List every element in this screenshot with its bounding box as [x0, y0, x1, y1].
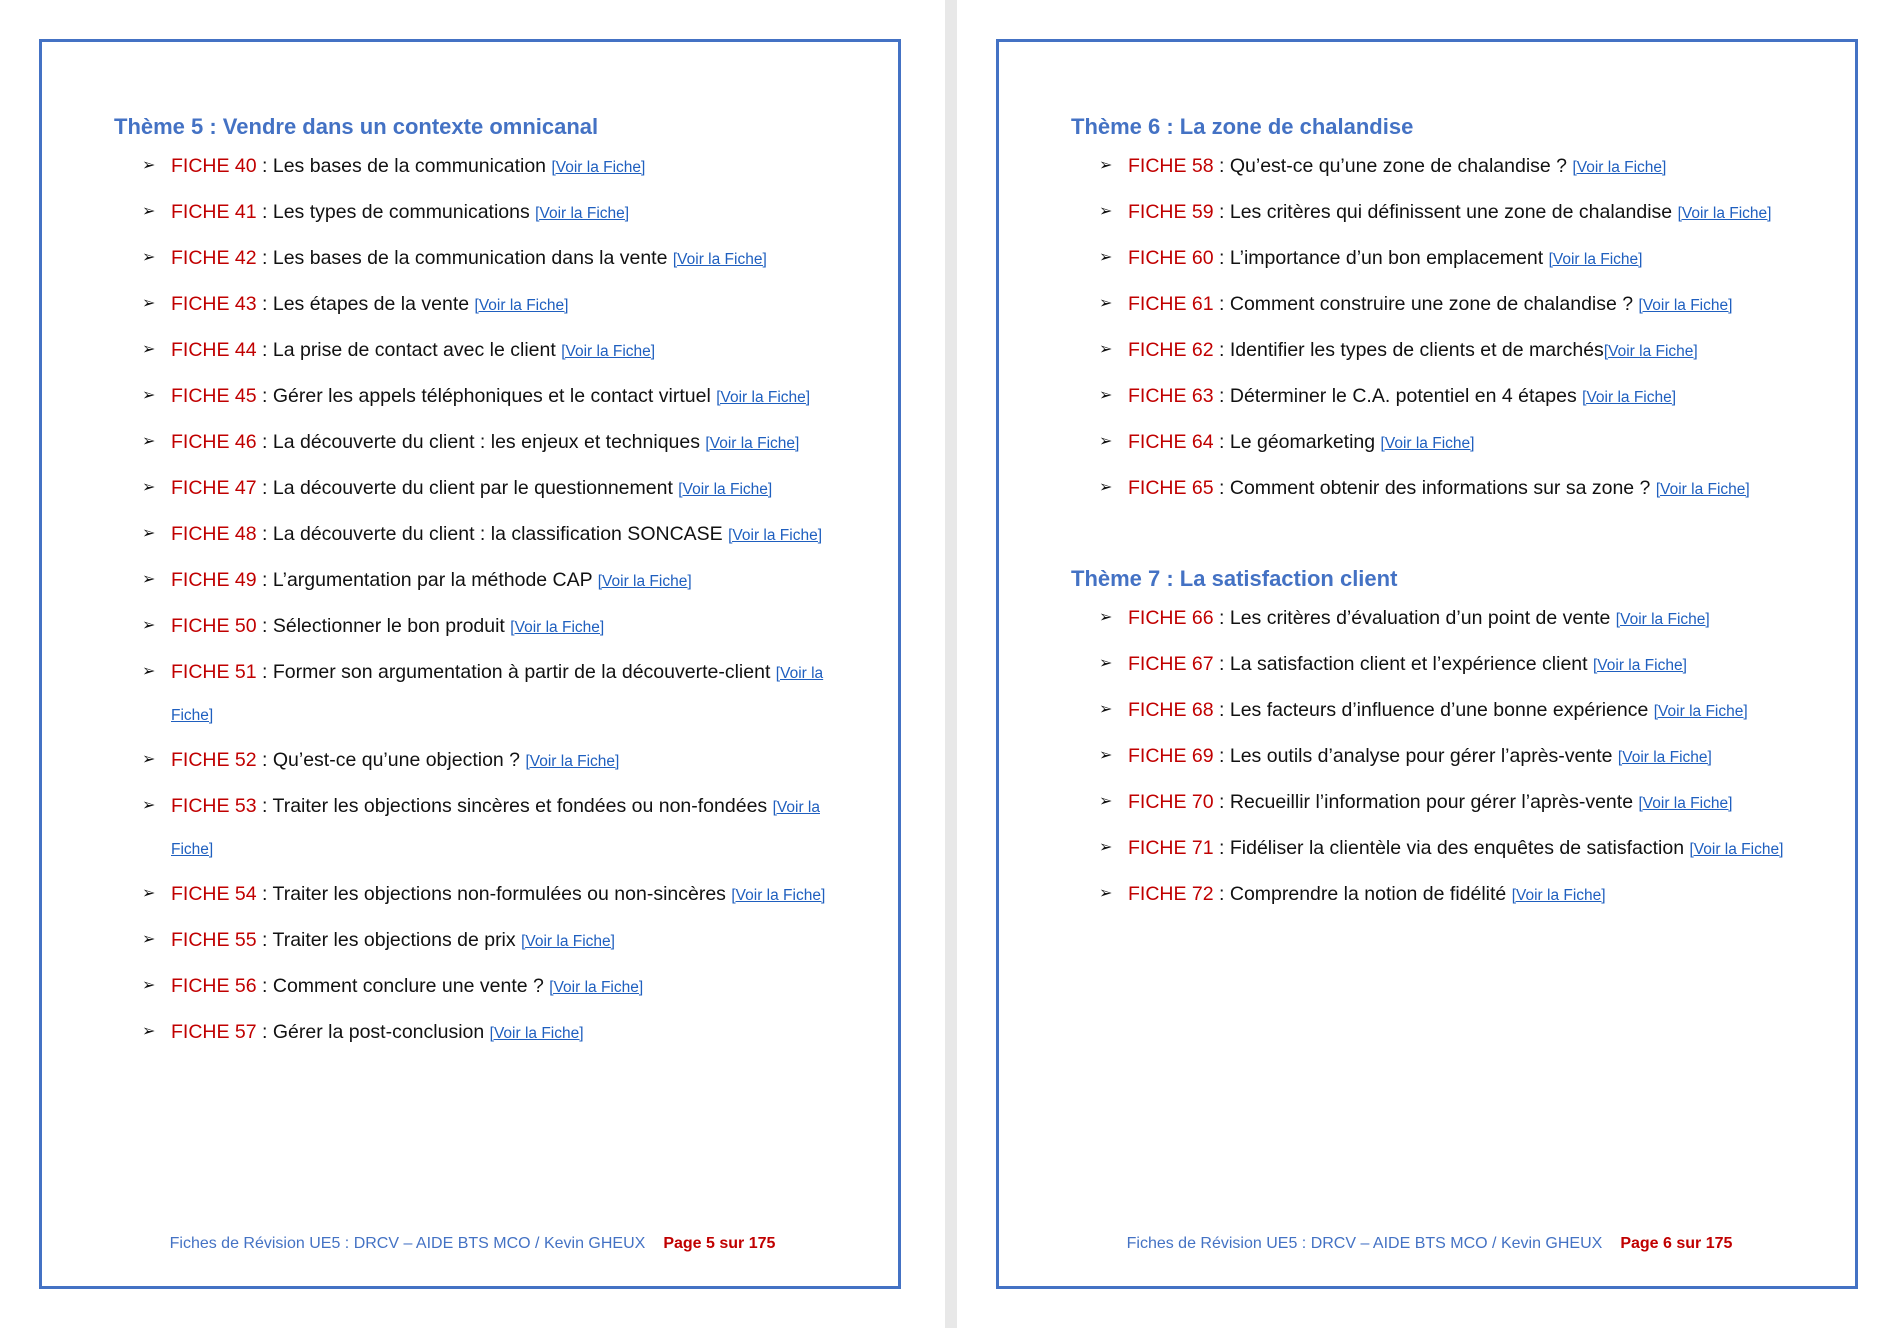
footer-text: Fiches de Révision UE5 : DRCV – AIDE BTS MCO / Kevin GHEUX — [1126, 1235, 1603, 1252]
fiche-title: : La découverte du client : la classification SONCASE — [256, 523, 729, 545]
voir-la-fiche-link[interactable]: [Voir la Fiche] — [1615, 611, 1710, 628]
fiche-title: : Les critères qui définissent une zone de chalandise — [1213, 201, 1678, 223]
voir-la-fiche-link[interactable]: [Voir la Fiche] — [551, 159, 646, 176]
arrow-bullet-icon: ➢ — [142, 617, 156, 634]
arrow-bullet-icon: ➢ — [1099, 479, 1113, 496]
fiche-number: FICHE 65 — [1128, 477, 1214, 499]
arrow-bullet-icon: ➢ — [142, 203, 156, 220]
fiche-item — [1071, 826, 1791, 872]
arrow-bullet-icon: ➢ — [1099, 341, 1113, 358]
fiche-item — [114, 328, 834, 374]
fiche-title: : La découverte du client : les enjeux et techniques — [256, 431, 706, 453]
arrow-bullet-icon: ➢ — [142, 295, 156, 312]
voir-la-fiche-link[interactable]: [Voir la Fiche] — [521, 933, 615, 950]
voir-la-fiche-link[interactable]: [Voir la Fiche] — [489, 1025, 584, 1042]
fiche-number: FICHE 49 — [171, 569, 257, 591]
theme-title: Thème 6 : La zone de chalandise — [1071, 114, 1414, 139]
fiche-title: : Qu’est-ce qu’une zone de chalandise ? — [1213, 155, 1573, 177]
arrow-bullet-icon: ➢ — [142, 885, 156, 902]
fiche-item — [114, 558, 834, 604]
arrow-bullet-icon: ➢ — [1099, 203, 1113, 220]
voir-la-fiche-link[interactable]: [Voir la Fiche] — [1655, 481, 1750, 498]
fiche-number: FICHE 69 — [1128, 745, 1214, 767]
fiche-item — [1071, 596, 1791, 642]
fiche-list — [1071, 144, 1791, 512]
arrow-bullet-icon: ➢ — [1099, 387, 1113, 404]
fiche-number: FICHE 40 — [171, 155, 257, 177]
voir-la-fiche-link[interactable]: [Voir la Fiche] — [1617, 749, 1712, 766]
arrow-bullet-icon: ➢ — [1099, 885, 1113, 902]
fiche-item — [114, 512, 834, 558]
fiche-title: : Gérer les appels téléphoniques et le contact virtuel — [256, 385, 717, 407]
fiche-title: : Former son argumentation à partir de la découverte-client — [256, 661, 776, 683]
fiche-number: FICHE 72 — [1128, 883, 1214, 905]
fiche-item — [114, 650, 834, 738]
fiche-number: FICHE 67 — [1128, 653, 1214, 675]
arrow-bullet-icon: ➢ — [1099, 157, 1113, 174]
fiche-title: : Les critères d’évaluation d’un point de vente — [1213, 607, 1616, 629]
fiche-number: FICHE 56 — [171, 975, 257, 997]
theme-title: Thème 7 : La satisfaction client — [1071, 566, 1398, 591]
voir-la-fiche-link[interactable]: [Voir la Fiche] — [1653, 703, 1748, 720]
voir-la-fiche-link[interactable]: [Voir la Fiche] — [1511, 887, 1606, 904]
voir-la-fiche-link[interactable]: [Voir la Fiche] — [1638, 297, 1733, 314]
fiche-item — [114, 1010, 834, 1056]
arrow-bullet-icon: ➢ — [1099, 655, 1113, 672]
fiche-item — [1071, 466, 1791, 512]
fiche-title: : Qu’est-ce qu’une objection ? — [256, 749, 526, 771]
voir-la-fiche-link[interactable]: [Voir la Fiche] — [705, 435, 800, 452]
arrow-bullet-icon: ➢ — [1099, 249, 1113, 266]
fiche-title: : L’argumentation par la méthode CAP — [256, 569, 598, 591]
arrow-bullet-icon: ➢ — [142, 1023, 156, 1040]
arrow-bullet-icon: ➢ — [1099, 701, 1113, 718]
fiche-number: FICHE 43 — [171, 293, 257, 315]
document-page-6 — [957, 0, 1897, 1328]
voir-la-fiche-link[interactable]: [Voir la Fiche] — [1592, 657, 1687, 674]
voir-la-fiche-link[interactable]: [Voir la Fiche] — [1380, 435, 1475, 452]
fiche-item — [114, 918, 834, 964]
fiche-item — [1071, 282, 1791, 328]
voir-la-fiche-link[interactable]: [Voir la Fiche] — [561, 343, 656, 360]
voir-la-fiche-link[interactable]: [Voir la Fiche] — [525, 753, 620, 770]
page-number: Page 6 sur 175 — [1620, 1235, 1733, 1252]
arrow-bullet-icon: ➢ — [142, 479, 156, 496]
fiche-item — [114, 420, 834, 466]
fiche-number: FICHE 41 — [171, 201, 257, 223]
fiche-title: : Identifier les types de clients et de marchés — [1213, 339, 1604, 361]
footer-text: Fiches de Révision UE5 : DRCV – AIDE BTS MCO / Kevin GHEUX — [169, 1235, 646, 1252]
fiche-title: : L’importance d’un bon emplacement — [1213, 247, 1549, 269]
arrow-bullet-icon: ➢ — [142, 249, 156, 266]
arrow-bullet-icon: ➢ — [142, 663, 156, 680]
fiche-number: FICHE 55 — [171, 929, 257, 951]
fiche-item — [114, 374, 834, 420]
fiche-number: FICHE 50 — [171, 615, 257, 637]
voir-la-fiche-link[interactable]: [Voir la Fiche] — [171, 665, 824, 724]
arrow-bullet-icon: ➢ — [142, 977, 156, 994]
voir-la-fiche-link[interactable]: [Voir la Fiche] — [716, 389, 811, 406]
fiche-item — [1071, 144, 1791, 190]
fiche-number: FICHE 70 — [1128, 791, 1214, 813]
fiche-number: FICHE 71 — [1128, 837, 1214, 859]
arrow-bullet-icon: ➢ — [142, 571, 156, 588]
fiche-number: FICHE 66 — [1128, 607, 1214, 629]
fiche-title: : Comment conclure une vente ? — [256, 975, 550, 997]
voir-la-fiche-link[interactable]: [Voir la Fiche] — [1572, 159, 1667, 176]
voir-la-fiche-link[interactable]: [Voir la Fiche] — [672, 251, 767, 268]
arrow-bullet-icon: ➢ — [142, 525, 156, 542]
fiche-title: : Comment obtenir des informations sur sa zone ? — [1213, 477, 1656, 499]
fiche-title: : Comment construire une zone de chalandise ? — [1213, 293, 1639, 315]
arrow-bullet-icon: ➢ — [1099, 609, 1113, 626]
arrow-bullet-icon: ➢ — [1099, 747, 1113, 764]
voir-la-fiche-link[interactable]: [Voir la Fiche] — [1638, 795, 1733, 812]
fiche-number: FICHE 51 — [171, 661, 257, 683]
fiche-number: FICHE 58 — [1128, 155, 1214, 177]
fiche-item — [1071, 328, 1791, 374]
voir-la-fiche-link[interactable]: [Voir la Fiche] — [535, 205, 630, 222]
fiche-number: FICHE 46 — [171, 431, 257, 453]
voir-la-fiche-link[interactable]: [Voir la Fiche] — [1548, 251, 1643, 268]
fiche-item — [1071, 190, 1791, 236]
fiche-title: : Sélectionner le bon produit — [256, 615, 511, 637]
voir-la-fiche-link[interactable]: [Voir la Fiche] — [597, 573, 692, 590]
fiche-number: FICHE 59 — [1128, 201, 1214, 223]
fiche-title: : Comprendre la notion de fidélité — [1213, 883, 1512, 905]
fiche-title: : Les types de communications — [256, 201, 536, 223]
fiche-number: FICHE 44 — [171, 339, 257, 361]
fiche-title: : Les facteurs d’influence d’une bonne expérience — [1213, 699, 1654, 721]
voir-la-fiche-link[interactable]: [Voir la Fiche] — [474, 297, 569, 314]
voir-la-fiche-link[interactable]: [Voir la Fiche] — [678, 481, 773, 498]
theme-title: Thème 5 : Vendre dans un contexte omnicanal — [114, 114, 599, 139]
fiche-list — [1071, 596, 1791, 918]
fiche-number: FICHE 42 — [171, 247, 257, 269]
fiche-item — [114, 236, 834, 282]
fiche-item — [1071, 688, 1791, 734]
arrow-bullet-icon: ➢ — [142, 433, 156, 450]
fiche-title: : Les bases de la communication dans la vente — [256, 247, 673, 269]
fiche-title: : La découverte du client par le questionnement — [256, 477, 679, 499]
fiche-number: FICHE 61 — [1128, 293, 1214, 315]
arrow-bullet-icon: ➢ — [1099, 295, 1113, 312]
section-spacer — [1071, 512, 1791, 562]
fiche-number: FICHE 57 — [171, 1021, 257, 1043]
fiche-number: FICHE 48 — [171, 523, 257, 545]
fiche-item — [114, 282, 834, 328]
fiche-number: FICHE 45 — [171, 385, 257, 407]
fiche-list — [114, 144, 834, 1056]
fiche-item — [1071, 780, 1791, 826]
page-content — [114, 110, 834, 1056]
fiche-item — [114, 604, 834, 650]
fiche-title: : Le géomarketing — [1213, 431, 1381, 453]
fiche-item — [114, 190, 834, 236]
page-number: Page 5 sur 175 — [663, 1235, 776, 1252]
fiche-title: : Recueillir l’information pour gérer l’après-vente — [1213, 791, 1639, 813]
fiche-item — [1071, 642, 1791, 688]
arrow-bullet-icon: ➢ — [142, 751, 156, 768]
fiche-title: : Les étapes de la vente — [256, 293, 475, 315]
voir-la-fiche-link[interactable]: [Voir la Fiche] — [1689, 841, 1784, 858]
fiche-number: FICHE 54 — [171, 883, 257, 905]
fiche-item — [114, 872, 834, 918]
fiche-title: : Les outils d’analyse pour gérer l’après-vente — [1213, 745, 1618, 767]
fiche-number: FICHE 62 — [1128, 339, 1214, 361]
voir-la-fiche-link[interactable]: [Voir la Fiche] — [731, 887, 826, 904]
page-footer — [0, 1235, 945, 1253]
voir-la-fiche-link[interactable]: [Voir la Fiche] — [510, 619, 605, 636]
fiche-item — [114, 466, 834, 512]
fiche-number: FICHE 52 — [171, 749, 257, 771]
voir-la-fiche-link[interactable]: [Voir la Fiche] — [728, 527, 822, 544]
page-content — [1071, 110, 1791, 918]
fiche-item — [114, 784, 834, 872]
fiche-item — [114, 144, 834, 190]
fiche-number: FICHE 60 — [1128, 247, 1214, 269]
fiche-item — [1071, 420, 1791, 466]
arrow-bullet-icon: ➢ — [1099, 839, 1113, 856]
arrow-bullet-icon: ➢ — [142, 931, 156, 948]
fiche-number: FICHE 63 — [1128, 385, 1214, 407]
arrow-bullet-icon: ➢ — [142, 157, 156, 174]
fiche-title: : Traiter les objections non-formulées ou non-sincères — [256, 883, 732, 905]
fiche-title: : La prise de contact avec le client — [256, 339, 562, 361]
arrow-bullet-icon: ➢ — [142, 797, 156, 814]
fiche-title: : Les bases de la communication — [256, 155, 552, 177]
voir-la-fiche-link[interactable]: [Voir la Fiche] — [1677, 205, 1772, 222]
arrow-bullet-icon: ➢ — [142, 387, 156, 404]
voir-la-fiche-link[interactable]: [Voir la Fiche] — [549, 979, 644, 996]
fiche-title: : Fidéliser la clientèle via des enquêtes de satisfaction — [1213, 837, 1690, 859]
fiche-number: FICHE 47 — [171, 477, 257, 499]
arrow-bullet-icon: ➢ — [1099, 433, 1113, 450]
fiche-item — [1071, 872, 1791, 918]
voir-la-fiche-link[interactable]: [Voir la Fiche] — [1603, 343, 1698, 360]
fiche-title: : Gérer la post-conclusion — [256, 1021, 490, 1043]
fiche-title: : Traiter les objections sincères et fondées ou non-fondées — [256, 795, 773, 817]
page-footer — [957, 1235, 1897, 1253]
fiche-item — [114, 964, 834, 1010]
fiche-number: FICHE 64 — [1128, 431, 1214, 453]
fiche-item — [1071, 236, 1791, 282]
fiche-item — [1071, 374, 1791, 420]
arrow-bullet-icon: ➢ — [1099, 793, 1113, 810]
voir-la-fiche-link[interactable]: [Voir la Fiche] — [171, 799, 820, 858]
arrow-bullet-icon: ➢ — [142, 341, 156, 358]
fiche-item — [114, 738, 834, 784]
fiche-title: : Traiter les objections de prix — [256, 929, 522, 951]
voir-la-fiche-link[interactable]: [Voir la Fiche] — [1582, 389, 1677, 406]
fiche-item — [1071, 734, 1791, 780]
document-page-5 — [0, 0, 945, 1328]
fiche-title: : Déterminer le C.A. potentiel en 4 étapes — [1213, 385, 1583, 407]
fiche-number: FICHE 53 — [171, 795, 257, 817]
fiche-title: : La satisfaction client et l’expérience client — [1213, 653, 1593, 675]
fiche-number: FICHE 68 — [1128, 699, 1214, 721]
